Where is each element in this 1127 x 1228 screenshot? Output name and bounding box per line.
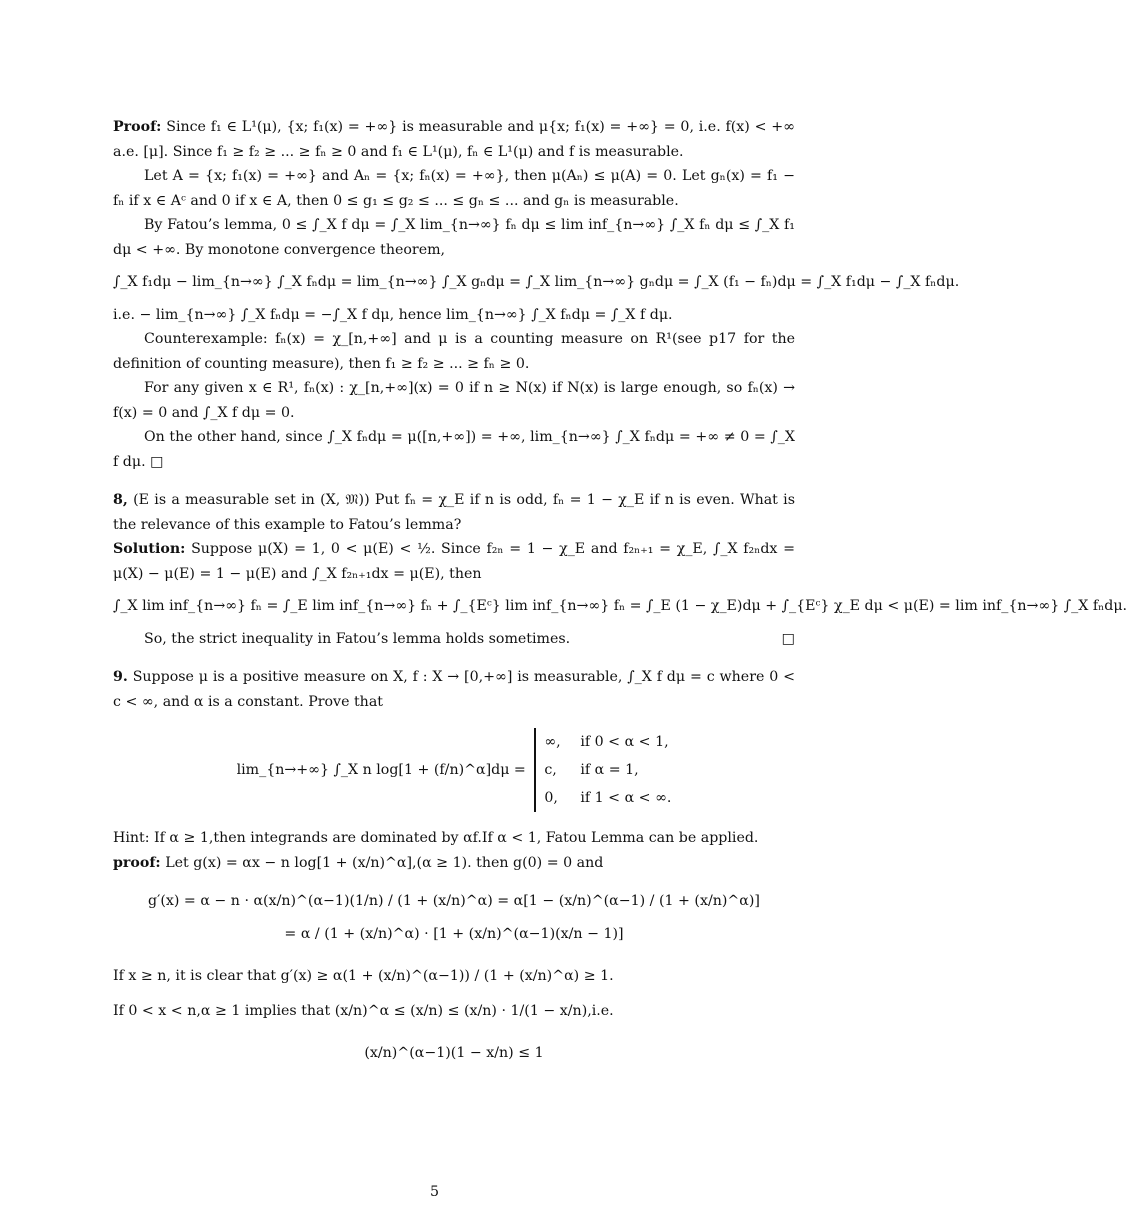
proof-paragraph-3: By Fatou’s lemma, 0 ≤ ∫_X f dμ = ∫_X lim_{n→∞} fₙ dμ ≤ lim inf_{n→∞} ∫_X fₙ dμ ≤ ∫_X f₁ dμ < +∞. By monotone convergence theorem, [113,217,795,258]
proof-label-2: proof: [113,854,161,871]
problem-9-label: 9. [113,669,128,685]
solution-text: Suppose μ(X) = 1, 0 < μ(E) < ½. Since f₂ₙ = 1 − χ_E and f₂ₙ₊₁ = χ_E, ∫_X f₂ₙdx = μ(X) − μ(E) = 1 − μ(E) and ∫_X f₂ₙ₊₁dx = μ(E), then [113,541,796,582]
problem-9-proof-text: Let g(x) = αx − n log[1 + (x/n)^α],(α ≥ 1). then g(0) = 0 and [165,854,604,871]
cases-brace [534,728,671,812]
page-body [113,115,1127,1074]
case-value: 0, [544,790,558,806]
case-value: c, [544,762,557,778]
case-x-lt-n: If 0 < x < n,α ≥ 1 implies that (x/n)^α ≤ (x/n) ≤ (x/n) · 1/(1 − x/n),i.e. [113,1002,614,1019]
problem-8-conclusion [113,627,795,652]
case-condition: if 0 < α < 1, [580,734,669,750]
hint-paragraph: Hint: If α ≥ 1,then integrands are dominated by αf.If α < 1, Fatou Lemma can be applied. [113,830,759,846]
page-number: 5 [429,1184,440,1200]
problem-9-proof [113,851,795,876]
counterexample-detail: For any given x ∈ R¹, fₙ(x) : χ_[n,+∞](x) = 0 if n ≥ N(x) if N(x) is large enough, so fₙ(x) → f(x) = 0 and ∫_X f dμ = 0. [113,380,795,421]
equation-final: (x/n)^(α−1)(1 − x/n) ≤ 1 [364,1045,544,1061]
problem-8-statement [113,488,795,537]
problem-8-conclusion-text: So, the strict inequality in Fatou’s lemma holds sometimes. [144,630,571,647]
case-row [544,790,671,806]
qed-symbol-2: □ [781,630,795,647]
solution-label: Solution: [113,541,186,557]
equation-limit-cases [113,728,795,812]
limit-lhs: lim_{n→+∞} ∫_X n log[1 + (f/n)^α]dμ = [236,761,526,778]
case-condition: if α = 1, [580,762,639,778]
case-row [544,762,638,778]
proof-label: Proof: [113,119,162,135]
case-condition: if 1 < α < ∞. [580,790,672,806]
proof-text-1: Since f₁ ∈ L¹(μ), {x; f₁(x) = +∞} is measurable and μ{x; f₁(x) = +∞} = 0, i.e. f(x) < +∞ a.e. [μ]. Since f₁ ≥ f₂ ≥ ... ≥ fₙ ≥ 0 and f₁ ∈ L¹(μ), fₙ ∈ L¹(μ) and f is measurable. [113,119,795,160]
problem-8-text: (E is a measurable set in (X, 𝔐)) Put fₙ = χ_E if n is odd, fₙ = 1 − χ_E if n is even. What is the relevance of this example to Fatou’s lemma? [113,492,795,533]
problem-9-text: Suppose μ is a positive measure on X, f : X → [0,+∞] is measurable, ∫_X f dμ = c where 0 < c < ∞, and α is a constant. Prove that [113,669,796,710]
qed-symbol-1: □ [150,453,164,470]
case-value: ∞, [544,734,561,750]
equation-derivative-2: = α / (1 + (x/n)^α) · [1 + (x/n)^(α−1)(x/n − 1)] [284,925,624,942]
problem-8-label: 8, [113,492,128,508]
equation-derivative-1: g′(x) = α − n · α(x/n)^(α−1)(1/n) / (1 + (x/n)^α) = α[1 − (x/n)^(α−1) / (1 + (x/n)^α)] [148,893,760,909]
equation-fatou-example: ∫_X lim inf_{n→∞} fₙ = ∫_E lim inf_{n→∞} fₙ + ∫_{Eᶜ} lim inf_{n→∞} fₙ = ∫_E (1 − χ_E)dμ + ∫_{Eᶜ} χ_E dμ < μ(E) = lim inf_{n→∞} ∫_X fₙdμ. [113,598,1127,614]
problem-8-solution [113,537,795,586]
problem-9-statement [113,665,795,714]
proof-paragraph-1 [113,115,795,164]
proof-paragraph-2: Let A = {x; f₁(x) = +∞} and Aₙ = {x; fₙ(x) = +∞}, then μ(Aₙ) ≤ μ(A) = 0. Let gₙ(x) = f₁ − fₙ if x ∈ Aᶜ and 0 if x ∈ A, then 0 ≤ g₁ ≤ g₂ ≤ ... ≤ gₙ ≤ ... and gₙ is measurable. [113,168,795,209]
equation-monotone: ∫_X f₁dμ − lim_{n→∞} ∫_X fₙdμ = lim_{n→∞} ∫_X gₙdμ = ∫_X lim_{n→∞} gₙdμ = ∫_X (f₁ − fₙ)dμ = ∫_X f₁dμ − ∫_X fₙdμ. [113,274,960,290]
counterexample-conclusion-text: On the other hand, since ∫_X fₙdμ = μ([n,+∞]) = +∞, lim_{n→∞} ∫_X fₙdμ = +∞ ≠ 0 = ∫_X f dμ. [113,429,795,470]
case-x-ge-n: If x ≥ n, it is clear that g′(x) ≥ α(1 + (x/n)^(α−1)) / (1 + (x/n)^α) ≥ 1. [113,968,614,984]
proof-paragraph-4: i.e. − lim_{n→∞} ∫_X fₙdμ = −∫_X f dμ, hence lim_{n→∞} ∫_X fₙdμ = ∫_X f dμ. [113,306,673,323]
counterexample-paragraph: Counterexample: fₙ(x) = χ_[n,+∞] and μ is a counting measure on R¹(see p17 for the definition of counting measure), then f₁ ≥ f₂ ≥ ... ≥ fₙ ≥ 0. [113,331,795,372]
counterexample-conclusion [113,425,795,474]
case-row [544,734,668,750]
